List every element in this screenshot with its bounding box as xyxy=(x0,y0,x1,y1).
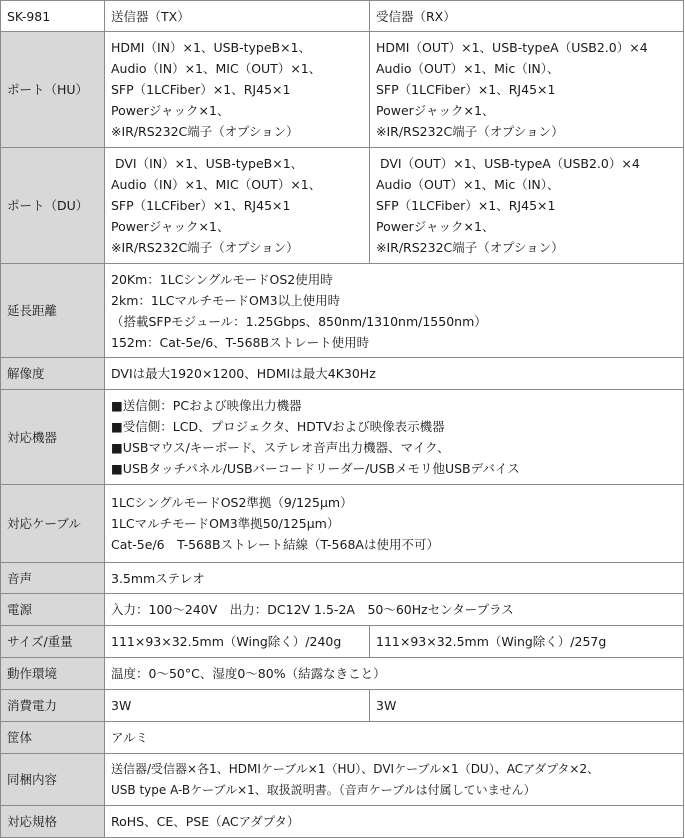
distance-line: 20Km：1LCシングルモードOS2使用時 xyxy=(111,271,333,287)
housing-value: アルミ xyxy=(105,722,684,754)
port-du-label: ポート（DU） xyxy=(1,148,105,264)
size-row xyxy=(1,626,684,658)
resolution-row xyxy=(1,358,684,390)
consumption-row xyxy=(1,690,684,722)
port-hu-rx xyxy=(370,32,684,148)
devices-line: ■USBタッチパネル/USBバーコードリーダー/USBメモリ他USBデバイス xyxy=(111,461,520,476)
contents-line: 送信器/受信器×各1、HDMIケーブル×1（HU）、DVIケーブル×1（DU）、ACアダプタ×2、 xyxy=(111,761,600,776)
distance-value xyxy=(105,264,684,358)
model-name: SK-981 xyxy=(1,1,105,32)
port-du-tx xyxy=(105,148,370,264)
port-hu-tx-line: Audio（IN）×1、MIC（OUT）×1、 xyxy=(111,61,322,76)
housing-label: 筐体 xyxy=(1,722,105,754)
size-rx: 111×93×32.5mm（Wing除く）/257g xyxy=(370,626,684,658)
port-du-rx-line: Powerジャック×1、 xyxy=(376,219,495,234)
power-value: 入力：100〜240V 出力：DC12V 1.5-2A 50〜60Hzセンタープラス xyxy=(105,594,684,626)
distance-row xyxy=(1,264,684,358)
tx-header: 送信器（TX） xyxy=(105,1,370,32)
cable-value xyxy=(105,485,684,563)
cable-label: 対応ケーブル xyxy=(1,485,105,563)
contents-row xyxy=(1,754,684,806)
port-du-tx-line: SFP（1LCFiber）×1、RJ45×1 xyxy=(111,198,291,213)
distance-line: （搭載SFPモジュール：1.25Gbps、850nm/1310nm/1550nm） xyxy=(111,313,487,329)
cable-line: 1LCシングルモードOS2準拠（9/125μm） xyxy=(111,495,353,510)
devices-value xyxy=(105,390,684,485)
devices-label: 対応機器 xyxy=(1,390,105,485)
cable-line: 1LCマルチモードOM3準拠50/125μm） xyxy=(111,516,340,531)
port-hu-rx-line: Audio（OUT）×1、Mic（IN）、 xyxy=(376,61,560,76)
distance-label: 延長距離 xyxy=(1,264,105,358)
port-hu-rx-line: Powerジャック×1、 xyxy=(376,103,495,118)
distance-line: 152m：Cat-5e/6、T-568Bストレート使用時 xyxy=(111,334,370,350)
devices-line: ■受信側：LCD、プロジェクタ、HDTVおよび映像表示機器 xyxy=(111,419,445,434)
port-du-tx-line: ※IR/RS232C端子（オプション） xyxy=(111,240,299,255)
environment-row xyxy=(1,658,684,690)
consumption-label: 消費電力 xyxy=(1,690,105,722)
distance-line: 2km：1LCマルチモードOM3以上使用時 xyxy=(111,292,341,308)
port-du-rx-line: SFP（1LCFiber）×1、RJ45×1 xyxy=(376,198,556,213)
consumption-rx: 3W xyxy=(370,690,684,722)
port-hu-tx-line: HDMI（IN）×1、USB-typeB×1、 xyxy=(111,40,312,55)
port-hu-rx-line: ※IR/RS232C端子（オプション） xyxy=(376,124,564,139)
standards-value: RoHS、CE、PSE（ACアダプタ） xyxy=(105,806,684,838)
port-hu-tx xyxy=(105,32,370,148)
standards-row xyxy=(1,806,684,838)
contents-value xyxy=(105,754,684,806)
port-hu-tx-line: Powerジャック×1、 xyxy=(111,103,230,118)
cable-row xyxy=(1,485,684,563)
power-row xyxy=(1,594,684,626)
port-hu-tx-line: ※IR/RS232C端子（オプション） xyxy=(111,124,299,139)
resolution-value: DVIは最大1920×1200、HDMIは最大4K30Hz xyxy=(105,358,684,390)
port-du-row xyxy=(1,148,684,264)
environment-value: 温度：0〜50°C、湿度0〜80%（結露なきこと） xyxy=(105,658,684,690)
consumption-tx: 3W xyxy=(105,690,370,722)
header-row xyxy=(1,1,684,32)
port-du-rx-line: DVI（OUT）×1、USB-typeA（USB2.0）×4 xyxy=(376,156,640,171)
audio-label: 音声 xyxy=(1,563,105,594)
resolution-label: 解像度 xyxy=(1,358,105,390)
port-du-tx-line: DVI（IN）×1、USB-typeB×1、 xyxy=(111,156,304,171)
size-label: サイズ/重量 xyxy=(1,626,105,658)
contents-line: USB type A-Bケーブル×1、取扱説明書。（音声ケーブルは付属していません） xyxy=(111,782,536,797)
cable-line: Cat-5e/6 T-568Bストレート結線（T-568Aは使用不可） xyxy=(111,537,439,552)
port-hu-tx-line: SFP（1LCFiber）×1、RJ45×1 xyxy=(111,82,291,97)
environment-label: 動作環境 xyxy=(1,658,105,690)
power-label: 電源 xyxy=(1,594,105,626)
port-hu-row xyxy=(1,32,684,148)
port-du-rx xyxy=(370,148,684,264)
devices-row xyxy=(1,390,684,485)
port-du-tx-line: Audio（IN）×1、MIC（OUT）×1、 xyxy=(111,177,322,192)
port-hu-rx-line: HDMI（OUT）×1、USB-typeA（USB2.0）×4 xyxy=(376,40,648,55)
audio-value: 3.5mmステレオ xyxy=(105,563,684,594)
audio-row xyxy=(1,563,684,594)
port-hu-rx-line: SFP（1LCFiber）×1、RJ45×1 xyxy=(376,82,556,97)
standards-label: 対応規格 xyxy=(1,806,105,838)
contents-label: 同梱内容 xyxy=(1,754,105,806)
size-tx: 111×93×32.5mm（Wing除く）/240g xyxy=(105,626,370,658)
devices-line: ■USBマウス/キーボード、ステレオ音声出力機器、マイク、 xyxy=(111,440,450,455)
port-du-tx-line: Powerジャック×1、 xyxy=(111,219,230,234)
housing-row xyxy=(1,722,684,754)
port-hu-label: ポート（HU） xyxy=(1,32,105,148)
port-du-rx-line: Audio（OUT）×1、Mic（IN）、 xyxy=(376,177,560,192)
devices-line: ■送信側：PCおよび映像出力機器 xyxy=(111,398,302,413)
rx-header: 受信器（RX） xyxy=(370,1,684,32)
port-du-rx-line: ※IR/RS232C端子（オプション） xyxy=(376,240,564,255)
